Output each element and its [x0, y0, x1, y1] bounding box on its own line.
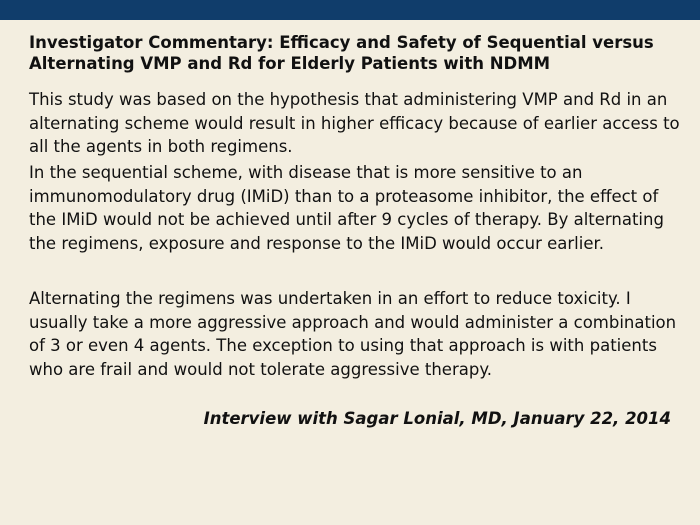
paragraph-hypothesis: This study was based on the hypothesis that administering VMP and Rd in an alternating scheme would result in higher efficacy because of earlier access to all the agents in both regimens. — [29, 90, 680, 156]
attribution-line: Interview with Sagar Lonial, MD, January 22, 2014 — [203, 409, 671, 428]
paragraph-toxicity: Alternating the regimens was undertaken in an effort to reduce toxicity. I usually take a more aggressive approach and would administer a combination of 3 or even 4 agents. The exception to using that approach is with patients who are frail and would not tolerate aggressive therapy. — [29, 289, 677, 379]
slide-title: Investigator Commentary: Efficacy and Safety of Sequential versus Alternating VMP and Rd for Elderly Patients with NDMM — [29, 33, 654, 73]
paragraph-sequential-scheme: In the sequential scheme, with disease that is more sensitive to an immunomodulatory drug (IMiD) than to a proteasome inhibitor, the effect of the IMiD would not be achieved until after 9 cycles of therapy. By alternating the regimens, exposure and response to the IMiD would occur earlier. — [29, 163, 664, 253]
header-bar — [0, 0, 700, 20]
